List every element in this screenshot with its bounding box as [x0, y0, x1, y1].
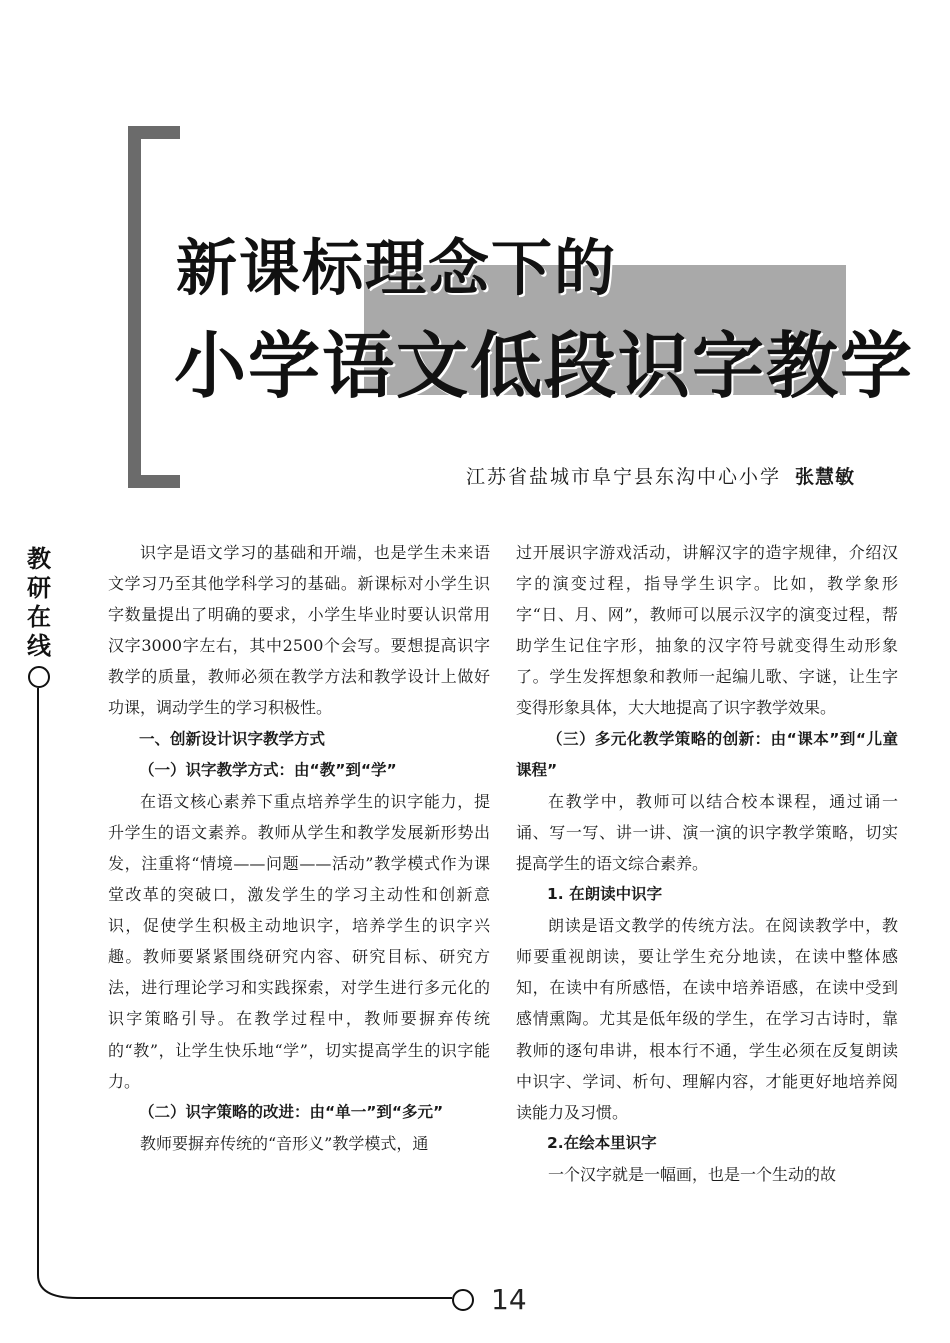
- title-line-1: 新课标理念下的: [176, 233, 618, 304]
- subsection-heading: （一）识字教学方式：由“教”到“学”: [139, 760, 397, 779]
- paragraph: 教师要摒弃传统的“音形义”教学模式，通: [140, 1133, 429, 1153]
- paragraph-continued: 过开展识字游戏活动，讲解汉字的造字规律，介绍汉字的演变过程，指导学生识字。比如，教学象形字“日、月、网”，教师可以展示汉字的演变过程，帮助学生记住字形，抽象的汉字符号就变得生动形象了。学生发挥想象和教师一起编儿歌、字谜，让生字变得形象具体，大大地提高了识字教学效果。: [516, 543, 898, 718]
- left-column: [108, 537, 490, 1159]
- paragraph: 一个汉字就是一幅画，也是一个生动的故: [548, 1164, 837, 1184]
- paragraph: 在教学中，教师可以结合校本课程，通过诵一诵、写一写、讲一讲、演一演的识字教学策略，切实提高学生的语文综合素养。: [516, 791, 898, 873]
- page-circle-decoration: [452, 1289, 474, 1311]
- paragraph: 识字是语文学习的基础和开端，也是学生未来语文学习乃至其他学科学习的基础。新课标对小学生识字数量提出了明确的要求，小学生毕业时要认识常用汉字3000字左右，其中2500个会写。要想提高识字教学的质量，教师必须在教学方法和教学设计上做好功课，调动学生的学习积极性。: [108, 543, 490, 718]
- title-line-2: 小学语文低段识字教学: [174, 324, 915, 408]
- subsection-heading: （三）多元化教学策略的创新：由“课本”到“儿童课程”: [516, 729, 898, 779]
- paragraph: 朗读是语文教学的传统方法。在阅读教学中，教师要重视朗读，要让学生充分地读，在读中整体感知，在读中有所感悟，在读中培养语感，在读中受到感情熏陶。尤其是低年级的学生，在学习古诗时，靠教师的逐句串讲，根本行不通，学生必须在反复朗读中识字、学词、析句、理解内容，才能更好地培养阅读能力及习惯。: [516, 916, 898, 1122]
- subsection-heading: （二）识字策略的改进：由“单一”到“多元”: [139, 1102, 444, 1121]
- author-affiliation: 江苏省盐城市阜宁县东沟中心小学: [465, 466, 781, 488]
- column-label-char: 线: [27, 632, 51, 660]
- bottom-curve-decoration: [37, 1240, 467, 1343]
- section-heading: 一、创新设计识字教学方式: [139, 729, 326, 748]
- column-label-char: 研: [27, 574, 51, 602]
- column-label: [24, 545, 54, 661]
- author-line: [466, 462, 855, 489]
- right-column: [516, 537, 898, 1190]
- item-heading: 1. 在朗读中识字: [547, 885, 663, 904]
- column-label-char: 教: [27, 545, 51, 573]
- column-label-char: 在: [27, 603, 51, 631]
- page-number: 14: [491, 1283, 527, 1316]
- item-heading: 2.在绘本里识字: [547, 1133, 657, 1152]
- paragraph: 在语文核心素养下重点培养学生的识字能力，提升学生的语文素养。教师从学生和教学发展新形势出发，注重将“情境——问题——活动”教学模式作为课堂改革的突破口，激发学生的学习主动性和创新意识，促使学生积极主动地识字，培养学生的识字兴趣。教师要紧紧围绕研究内容、研究目标、研究方法，进行理论学习和实践探索，对学生进行多元化的识字策略引导。在教学过程中，教师要摒弃传统的“教”，让学生快乐地“学”，切实提高学生的识字能力。: [108, 791, 490, 1091]
- author-name: 张慧敏: [794, 466, 855, 488]
- title-bracket-decoration: [128, 126, 180, 488]
- side-line-decoration: [37, 688, 39, 1248]
- side-circle-decoration: [28, 666, 50, 688]
